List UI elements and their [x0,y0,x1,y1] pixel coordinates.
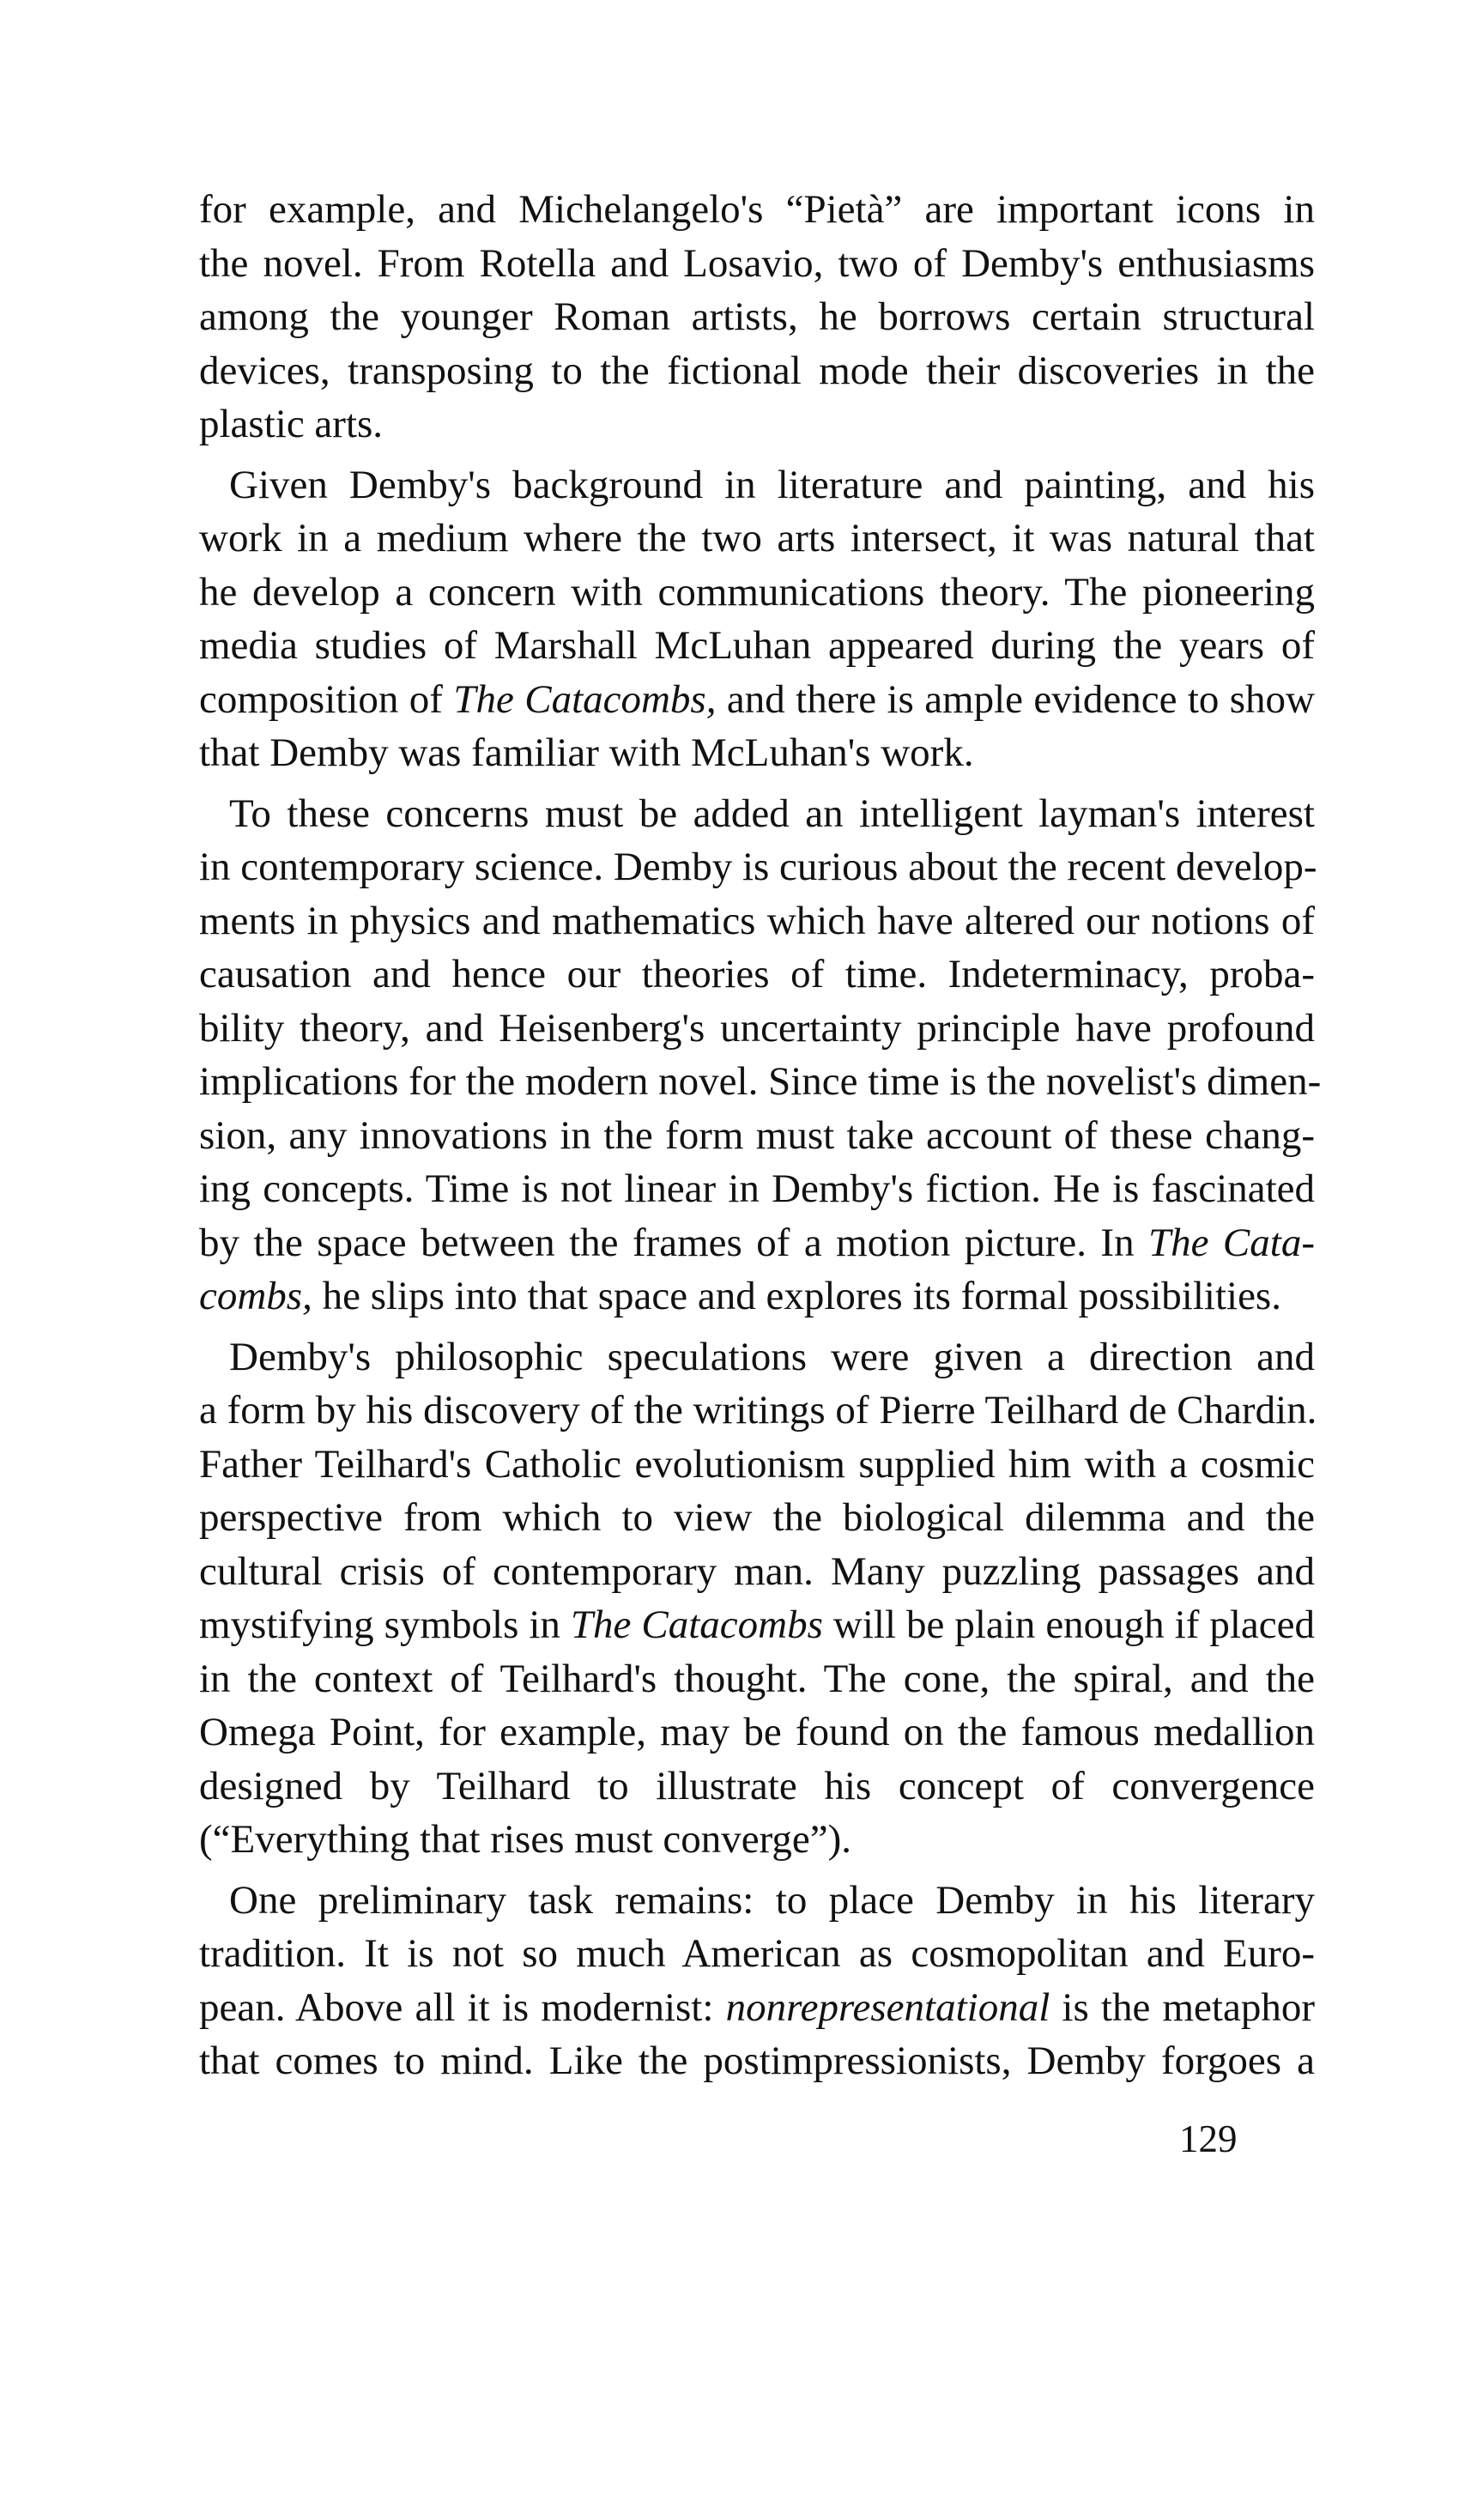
text-line [199,1981,1315,2035]
text-run: and there is ample evidence to show [716,676,1316,722]
text-line: plastic arts. [199,402,384,446]
text-line: in the context of Teilhard's thought. The cone, the spiral, and the [199,1656,1315,1701]
text-line: Father Teilhard's Catholic evolutionism supplied him with a cosmic [199,1441,1315,1487]
text-line [199,1269,1315,1324]
text-line [199,673,1315,727]
text-run: he slips into that space and explores its formal possibilities. [312,1274,1281,1318]
paragraph-4 [199,1330,1315,1867]
text-line: cultural crisis of contemporary man. Many puzzling passages and [199,1548,1315,1594]
text-line: that Demby was familiar with McLuhan's work. [199,730,974,775]
text-run: by the space between the frames of a motion picture. In [199,1220,1148,1265]
text-line: (“Everything that rises must converge”). [199,1817,852,1862]
text-run: pean. Above all it is modernist: [199,1984,726,2030]
text-line: devices, transposing to the fictional mode their discoveries in the [199,348,1315,393]
text-line: causation and hence our theories of time. Indeterminacy, proba- [199,952,1315,996]
text-line: Omega Point, for example, may be found on the famous medallion [199,1710,1315,1754]
text-line: media studies of Marshall McLuhan appeared during the years of [199,623,1315,668]
text-line: Given Demby's background in literature and painting, and his [229,462,1315,507]
text-run: will be plain enough if placed [822,1602,1316,1647]
text-line [199,1598,1315,1652]
text-line: To these concerns must be added an intelligent layman's interest [229,791,1315,836]
text-line: he develop a concern with communications theory. The pioneering [199,569,1315,615]
text-run: mystifying symbols in [199,1602,571,1647]
text-line: a form by his discovery of the writings of Pierre Teilhard de Chardin. [199,1388,1317,1433]
book-title-italic: The Catacombs [570,1602,823,1647]
text-line: One preliminary task remains: to place Demby in his literary [229,1877,1315,1923]
text-run: is the metaphor [1050,1984,1315,2030]
text-line: bility theory, and Heisenberg's uncertainty principle have profound [199,1005,1315,1051]
text-line: tradition. It is not so much American as cosmopolitan and Euro- [199,1931,1315,1976]
book-title-italic: The Catacombs, [453,676,717,722]
text-line: for example, and Michelangelo's “Pietà” are important icons in [199,187,1315,232]
paragraph-1 [199,183,1315,451]
body-text [199,183,1322,2088]
text-line: ments in physics and mathematics which have altered our notions of [199,898,1315,943]
book-title-italic: The Cata- [1148,1220,1315,1265]
text-line: work in a medium where the two arts intersect, it was natural that [199,516,1315,560]
text-run: composition of [199,676,454,722]
text-line: among the younger Roman artists, he borrows certain structural [199,294,1315,339]
text-line: that comes to mind. Like the postimpressionists, Demby forgoes a [199,2038,1315,2083]
text-line: Demby's philosophic speculations were given a direction and [229,1334,1315,1379]
page-number: 129 [1179,2117,1238,2160]
paragraph-5 [199,1874,1315,2088]
book-title-italic: combs, [199,1274,312,1318]
text-line: perspective from which to view the biological dilemma and the [199,1495,1315,1540]
text-line: implications for the modern novel. Since time is the novelist's dimen- [199,1059,1322,1104]
text-line: ing concepts. Time is not linear in Demby's fiction. He is fascinated [199,1166,1315,1211]
emphasis-italic: nonrepresentational [725,1984,1050,2030]
text-line: sion, any innovations in the form must take account of these chang- [199,1112,1315,1158]
text-line [199,1216,1315,1270]
paragraph-3 [199,787,1322,1324]
text-line: the novel. From Rotella and Losavio, two of Demby's enthusiasms [199,240,1315,286]
paragraph-2 [199,458,1315,780]
text-line: designed by Teilhard to illustrate his concept of convergence [199,1763,1315,1808]
text-line: in contemporary science. Demby is curious about the recent develop- [199,845,1317,889]
